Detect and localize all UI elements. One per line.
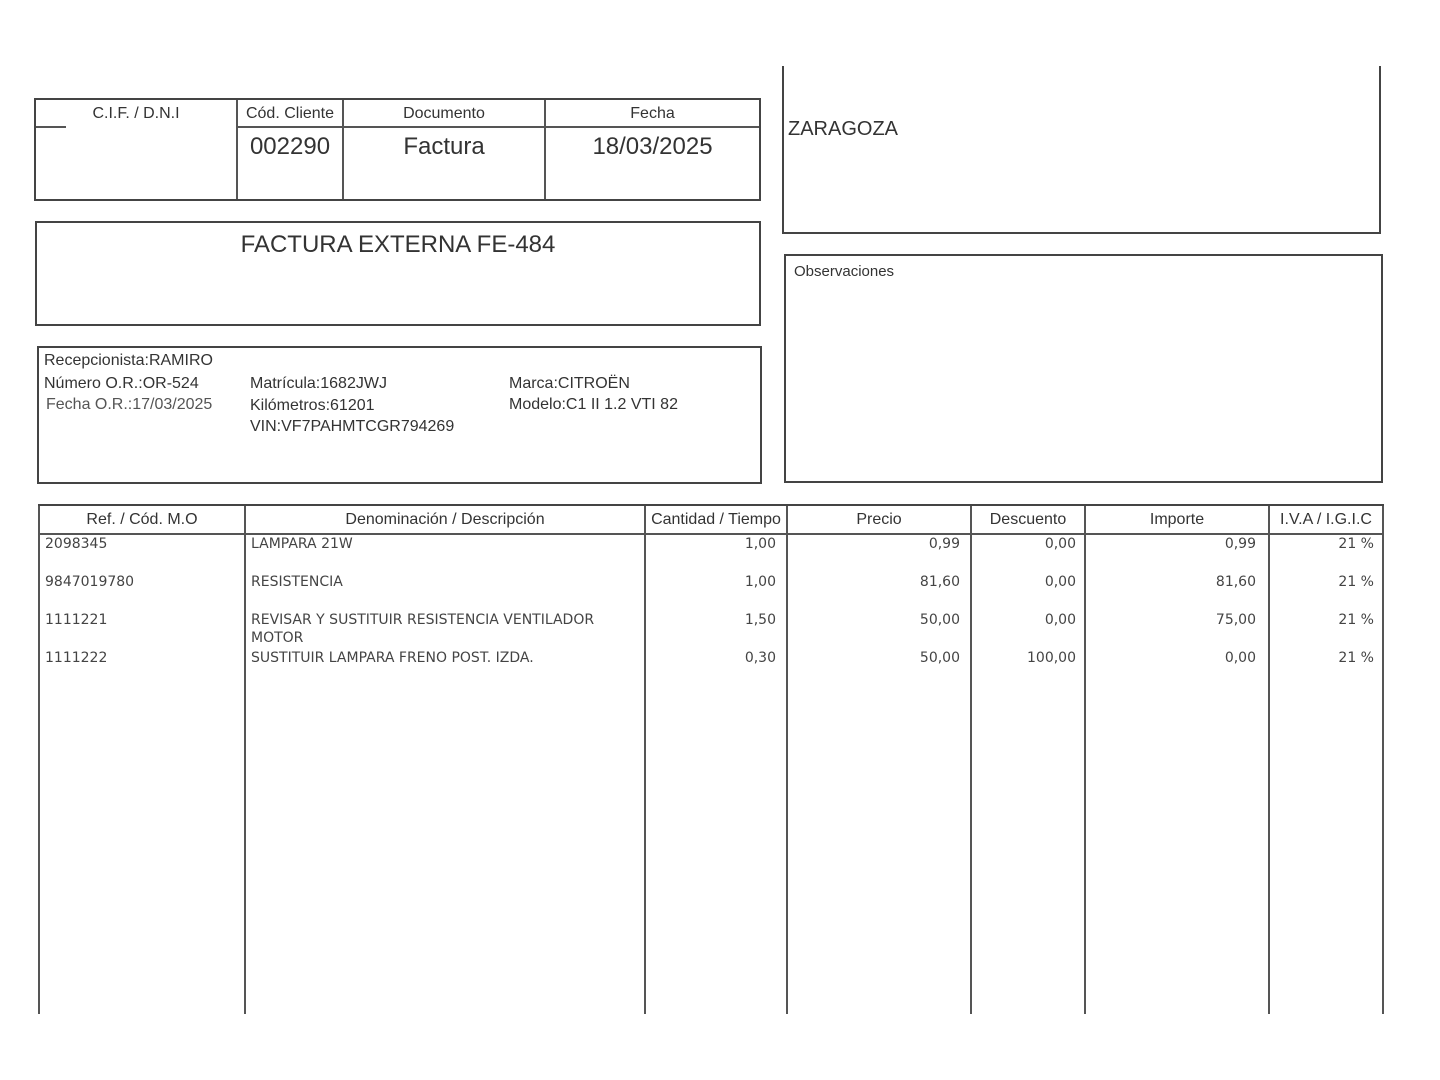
vehicle-brand: Marca:CITROËN	[509, 375, 630, 392]
vin-number: VIN:VF7PAHMTCGR794269	[250, 418, 455, 435]
row-amount: 81,60	[1215, 574, 1256, 590]
row-ref: 1111221	[45, 612, 108, 628]
row-price: 50,00	[919, 650, 960, 666]
col-header-ref: Ref. / Cód. M.O	[40, 506, 244, 535]
kilometers: Kilómetros:61201	[250, 397, 375, 414]
col-header-quantity: Cantidad / Tiempo	[646, 506, 786, 535]
address-city: ZARAGOZA	[788, 118, 899, 140]
cif-label: C.I.F. / D.N.I	[92, 105, 180, 122]
date-divider	[546, 126, 759, 128]
row-discount: 0,00	[1044, 612, 1076, 628]
col-header-description: Denominación / Descripción	[246, 506, 644, 535]
date-label: Fecha	[630, 105, 675, 122]
row-price: 50,00	[919, 612, 960, 628]
observations-box	[784, 254, 1383, 483]
col-header-amount: Importe	[1086, 506, 1268, 535]
row-discount: 0,00	[1044, 536, 1076, 552]
date-value: 18/03/2025	[592, 133, 713, 160]
row-quantity: 1,50	[744, 612, 776, 628]
row-price: 81,60	[919, 574, 960, 590]
row-discount: 0,00	[1044, 574, 1076, 590]
row-ref: 1111222	[45, 650, 108, 666]
header-col-document	[344, 100, 546, 199]
row-vat: 21 %	[1338, 612, 1374, 628]
row-amount: 0,00	[1224, 650, 1256, 666]
document-value: Factura	[403, 133, 485, 160]
cif-underline	[36, 126, 66, 128]
document-divider	[344, 126, 544, 128]
row-description: RESISTENCIA	[251, 574, 343, 590]
header-col-cif	[36, 100, 238, 199]
header-col-client-code	[238, 100, 344, 199]
header-col-date	[546, 100, 759, 199]
document-label: Documento	[403, 105, 485, 122]
row-vat: 21 %	[1338, 574, 1374, 590]
observations-label: Observaciones	[794, 263, 895, 280]
order-date: Fecha O.R.:17/03/2025	[46, 396, 213, 413]
row-quantity: 0,30	[744, 650, 776, 666]
invoice-title-box	[35, 221, 761, 326]
vehicle-model: Modelo:C1 II 1.2 VTI 82	[509, 396, 678, 413]
license-plate: Matrícula:1682JWJ	[250, 375, 387, 392]
client-code-label: Cód. Cliente	[245, 105, 335, 122]
row-description: LAMPARA 21W	[251, 536, 353, 552]
row-description: REVISAR Y SUSTITUIR RESISTENCIA VENTILADOR	[251, 612, 595, 628]
client-code-divider	[238, 126, 342, 128]
row-ref: 2098345	[45, 536, 108, 552]
row-description-continued: MOTOR	[251, 630, 304, 646]
client-code-value: 002290	[249, 133, 331, 160]
row-vat: 21 %	[1338, 536, 1374, 552]
order-info-box	[37, 346, 762, 484]
invoice-lines-table	[38, 504, 1384, 1014]
col-header-price: Precio	[788, 506, 970, 535]
row-description: SUSTITUIR LAMPARA FRENO POST. IZDA.	[251, 650, 534, 666]
row-ref: 9847019780	[45, 574, 135, 590]
row-amount: 0,99	[1224, 536, 1256, 552]
row-vat: 21 %	[1338, 650, 1374, 666]
invoice-header-table	[34, 98, 761, 201]
row-discount: 100,00	[1027, 650, 1076, 666]
col-header-vat: I.V.A / I.G.I.C	[1270, 506, 1382, 535]
row-quantity: 1,00	[744, 574, 776, 590]
invoice-title: FACTURA EXTERNA FE-484	[240, 231, 556, 258]
row-amount: 75,00	[1215, 612, 1256, 628]
col-header-discount: Descuento	[972, 506, 1084, 535]
receptionist: Recepcionista:RAMIRO	[44, 352, 213, 369]
row-price: 0,99	[928, 536, 960, 552]
order-number: Número O.R.:OR-524	[44, 375, 199, 392]
customer-address-box	[782, 66, 1381, 234]
row-quantity: 1,00	[744, 536, 776, 552]
